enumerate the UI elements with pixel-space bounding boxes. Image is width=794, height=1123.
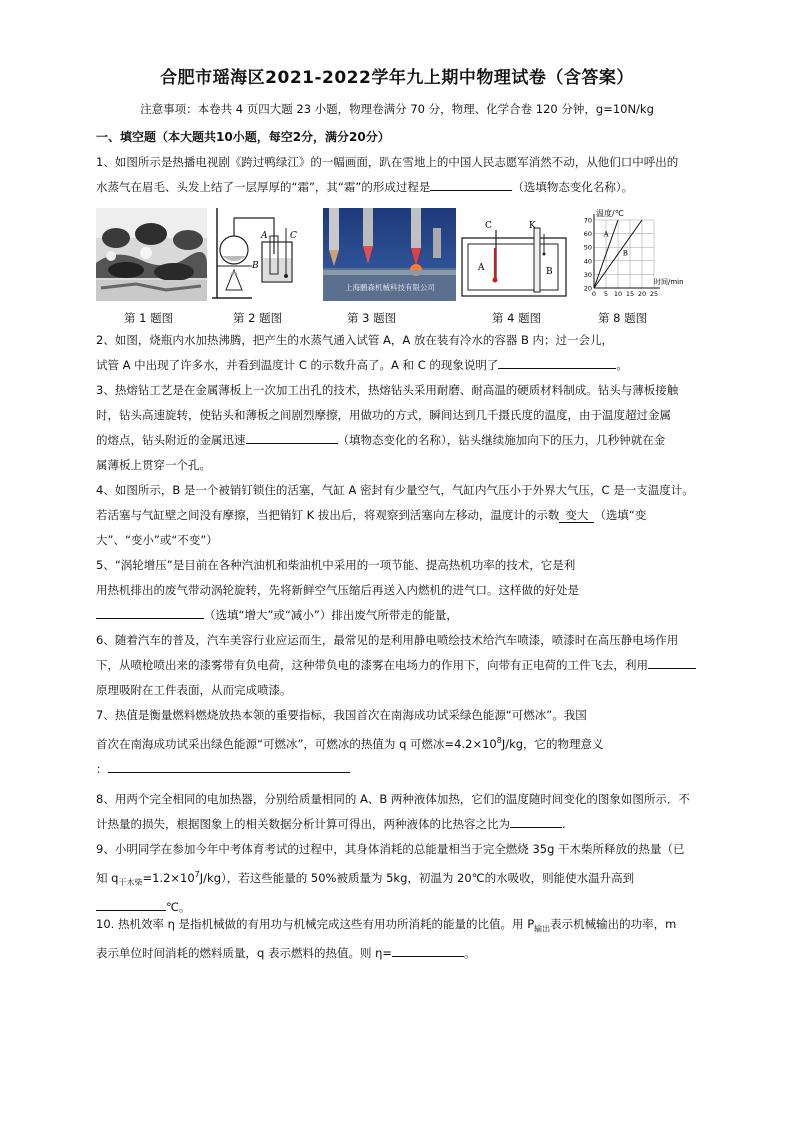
q2-line1: 2、如图，烧瓶内水加热沸腾，把产生的水蒸气通入试管 A，A 放在装有冷水的容器 B 内；过一会儿， <box>96 333 614 347</box>
q3-line4: 属薄板上贯穿一个孔。 <box>96 458 211 472</box>
q3-line3 <box>96 428 704 453</box>
answer-blank[interactable] <box>648 654 696 669</box>
q4-line1: 4、如图所示，B 是一个被销钉锁住的活塞，气缸 A 密封有少量空气，气缸内气压小于外界大气压，C 是一支温度计。 <box>96 483 694 497</box>
caption-fig3: 第 3 题图 <box>347 311 397 325</box>
y-tick-label: 30 <box>583 270 592 279</box>
q7-line2 <box>96 728 704 757</box>
q9-subscript: 干木柴 <box>118 878 143 888</box>
q5-tail: （选填“增大”或“减小”）排出废气所带走的能量， <box>204 608 458 622</box>
y-tick-label: 60 <box>583 230 592 239</box>
y-tick-label: 40 <box>583 257 592 266</box>
q8-text: 计热量的损失，根据图象上的相关数据分析计算可得出，两种液体的比热容之比为 <box>96 817 510 831</box>
q1-line2 <box>96 175 704 200</box>
q10-line2 <box>96 941 704 966</box>
figure-3-photo <box>323 208 456 301</box>
section-heading: 一、填空题（本大题共10小题，每空2分，满分20分） <box>96 130 390 144</box>
q2-text: 试管 A 中出现了许多水，并看到温度计 C 的示数升高了。A 和 C 的现象说明了 <box>96 358 499 372</box>
q6-line1: 6、随着汽车的普及，汽车美容行业应运而生，最常见的是利用静电喷绘技术给汽车喷漆，喷漆时在高压静电场作用 <box>96 633 679 647</box>
y-tick-label: 20 <box>583 284 592 293</box>
q4-text: 若活塞与气缸壁之间没有摩擦，当把销钉 K 拔出后，将观察到活塞向左移动，温度计的示数 <box>96 508 560 522</box>
q7-exponent: 8 <box>496 736 502 745</box>
x-tick-label: 5 <box>603 290 609 298</box>
q3-line2: 时，钻头高速旋转，使钻头和薄板之间剧烈摩擦，用做功的方式，瞬间达到几千摄氏度的温度，由于温度超过金属 <box>96 408 671 422</box>
answer-blank[interactable] <box>96 604 204 619</box>
fig4-label-a: A <box>478 263 485 273</box>
q8-line1: 8、用两个完全相同的电加热器，分别给质量相同的 A、B 两种液体加热，它们的温度随时间变化的图象如图所示．不 <box>96 792 690 806</box>
fig4-label-c: C <box>485 221 492 231</box>
chart-xlabel: 时间/min <box>654 278 684 286</box>
x-tick-label: 10 <box>613 290 623 298</box>
question-7 <box>96 703 704 782</box>
q7-tail: J/kg，它的物理意义 <box>501 736 604 751</box>
question-4 <box>96 478 704 553</box>
fig2-label-b: B <box>252 261 259 271</box>
q9-line2 <box>96 862 704 895</box>
question-3 <box>96 378 704 478</box>
q2-tail: 。 <box>616 358 628 372</box>
q9-line1: 9、小明同学在参加今年中考体育考试的过程中，其身体消耗的总能量相当于完全燃烧 35g 干木柴所释放的热量（已 <box>96 842 685 856</box>
answer-blank[interactable] <box>108 758 350 773</box>
figures-row <box>96 208 706 304</box>
q7-line3 <box>96 757 704 782</box>
q7-colon: ： <box>96 761 108 776</box>
q1-tail: （选填物态变化名称）。 <box>512 180 634 194</box>
question-9 <box>96 837 704 920</box>
q9-text-b: =1.2×10 <box>142 870 195 885</box>
q1-line1: 1、如图所示是热播电视剧《跨过鸭绿江》的一幅画面，趴在雪地上的中国人民志愿军消然不动，从他们口中呼出的 <box>96 155 679 169</box>
figure-8-chart <box>574 208 706 301</box>
q3-tail: （填物态变化的名称），钻头继续施加向下的压力，几秒钟就在金 <box>337 433 666 447</box>
q5-line2: 用热机排出的废气带动涡轮旋转，先将新鲜空气压缩后再送入内燃机的进气口。这样做的好处是 <box>96 583 579 597</box>
fig4-label-b: B <box>546 267 553 277</box>
q3-line1: 3、热熔钻工艺是在金属薄板上一次加工出孔的技术，热熔钻头采用耐磨、耐高温的硬质材料制成。钻头与薄板接触 <box>96 383 679 397</box>
fig2-label-a: A <box>261 231 268 241</box>
chart-ylabel: 温度/℃ <box>596 209 624 218</box>
q7-text: 首次在南海成功试采出绿色能源“可燃冰”，可燃冰的热值为 q 可燃冰=4.2×10 <box>96 736 497 751</box>
series-label-b: B <box>622 249 628 258</box>
q10-line1 <box>96 912 704 941</box>
q9-text-c: J/kg），若这些能量的 50%被质量为 5kg，初温为 20℃的水吸收，则能使水温升高到 <box>199 870 635 885</box>
q6-line3: 原理吸附在工件表面，从而完成喷漆。 <box>96 683 292 697</box>
q10-subscript: 输出 <box>534 924 551 934</box>
answer-blank[interactable] <box>510 813 562 828</box>
q10-text-c: 表示单位时间消耗的燃料质量，q 表示燃料的热值。则 η= <box>96 946 393 961</box>
answer-blank[interactable] <box>430 176 512 191</box>
q4-line3: 大”、“变小”或“不变”） <box>96 533 218 547</box>
y-tick-label: 50 <box>583 243 592 252</box>
q5-line3 <box>96 603 704 628</box>
x-tick-label: 15 <box>625 290 635 298</box>
question-1 <box>96 150 704 200</box>
answer-blank[interactable] <box>246 429 338 444</box>
q8-line2 <box>96 812 704 837</box>
x-tick-label: 25 <box>649 290 659 298</box>
y-tick-label: 70 <box>583 216 592 225</box>
q10-text-b: 表示机械输出的功率，m <box>550 917 677 931</box>
question-10 <box>96 912 704 966</box>
q8-tail: . <box>562 817 566 831</box>
question-2 <box>96 328 704 378</box>
x-tick-label: 0 <box>591 290 597 298</box>
q10-tail: 。 <box>464 946 476 961</box>
x-tick-label: 20 <box>637 290 647 298</box>
q2-line2 <box>96 353 704 378</box>
page-title: 合肥市瑶海区2021-2022学年九上期中物理试卷（含答案） <box>160 68 634 88</box>
caption-fig4: 第 4 题图 <box>492 311 542 325</box>
q5-line1: 5、“涡轮增压”是目前在各种汽油机和柴油机中采用的一项节能、提高热机功率的技术，它是利 <box>96 558 576 572</box>
q9-exponent: 7 <box>194 870 200 879</box>
series-label-a: A <box>603 230 609 239</box>
fig3-watermark: 上海鹏森机械科技有限公司 <box>345 283 435 292</box>
notice-text: 注意事项：本卷共 4 页四大题 23 小题，物理卷满分 70 分，物理、化学合卷 120 分钟，g=10N/kg <box>140 102 654 116</box>
figure-4-cylinder <box>460 208 569 301</box>
question-5 <box>96 553 704 628</box>
figure-1-photo <box>96 208 207 301</box>
q3-text: 的熔点，钻头附近的金属迅速 <box>96 433 246 447</box>
q1-text: 水蒸气在眉毛、头发上结了一层厚厚的“霜”，其“霜”的形成过程是 <box>96 180 431 194</box>
question-6 <box>96 628 704 703</box>
q10-text-a: 10. 热机效率 η 是指机械做的有用功与机械完成这些有用功所消耗的能量的比值。用 P <box>96 917 535 931</box>
q6-text: 下，从喷枪喷出来的漆雾带有负电荷，这种带负电的漆雾在电场力的作用下，向带有正电荷的工件飞去，利用 <box>96 658 648 672</box>
q6-line2 <box>96 653 704 678</box>
caption-fig2: 第 2 题图 <box>233 311 283 325</box>
answer-blank[interactable] <box>96 896 166 911</box>
answer-blank[interactable] <box>392 942 464 957</box>
q4-tail: （选填“变 <box>594 508 647 522</box>
caption-fig1: 第 1 题图 <box>124 311 174 325</box>
q4-answer[interactable]: 变大 <box>559 508 594 523</box>
fig2-label-c: C <box>290 231 297 241</box>
figure-2-apparatus <box>212 208 310 301</box>
caption-fig8: 第 8 题图 <box>598 311 648 325</box>
q4-line2 <box>96 503 704 528</box>
temperature-time-chart <box>574 208 706 301</box>
fig4-label-k: K <box>529 221 536 231</box>
q7-line1: 7、热值是衡量燃料燃烧放热本领的重要指标，我国首次在南海成功试采绿色能源“可燃冰”。我国 <box>96 708 587 722</box>
question-8 <box>96 787 704 837</box>
q9-text-a: 知 q <box>96 870 119 885</box>
q9-tail: ℃。 <box>166 900 191 915</box>
answer-blank[interactable] <box>498 354 616 369</box>
